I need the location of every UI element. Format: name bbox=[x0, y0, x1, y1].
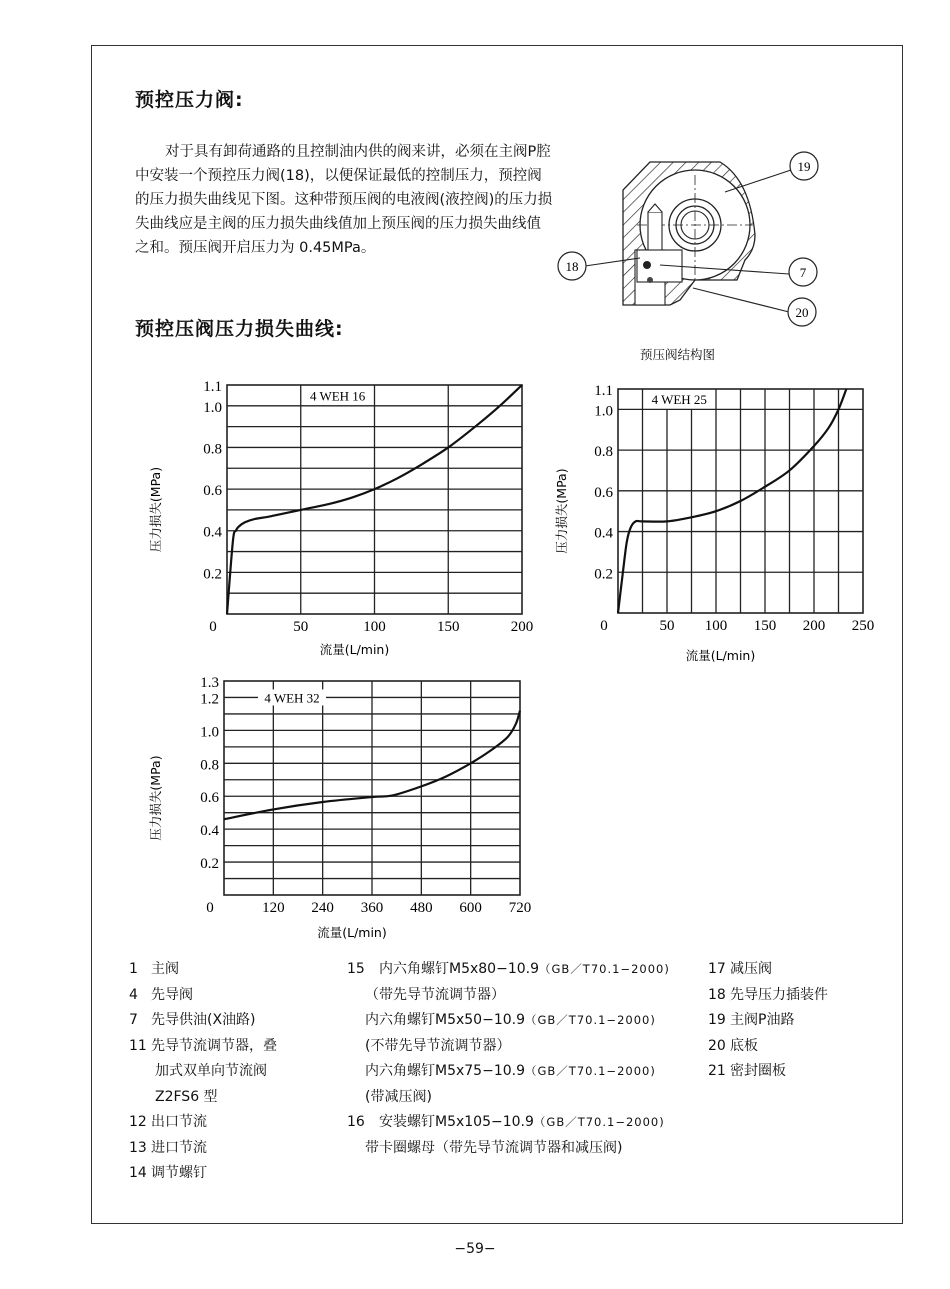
legend-item bbox=[129, 1136, 277, 1162]
parts-legend-column-2 bbox=[347, 957, 670, 1161]
legend-item bbox=[708, 1034, 828, 1060]
legend-item-text: 进口节流 bbox=[151, 1139, 207, 1156]
legend-item-text: （带先导节流调节器） bbox=[365, 986, 505, 1003]
x-tick-label: 600 bbox=[459, 900, 482, 916]
callout-20-label: 20 bbox=[795, 305, 809, 320]
legend-item bbox=[129, 1110, 277, 1136]
y-tick-label: 0.4 bbox=[203, 524, 222, 541]
parts-legend-column-3 bbox=[708, 957, 828, 1085]
legend-item bbox=[347, 1110, 670, 1136]
y-tick-label: 1.3 bbox=[200, 675, 219, 691]
x-tick-label: 50 bbox=[293, 619, 309, 635]
legend-item-text: 底板 bbox=[730, 1037, 758, 1054]
diagram-caption: 预压阀结构图 bbox=[640, 347, 716, 362]
intro-text: 对于具有卸荷通路的且控制油内供的阀来讲，必须在主阀P腔中安装一个预控压力阀(18)，以便保证最低的控制压力，预控阀的压力损失曲线见下图。这种带预压阀的电液阀(液控阀)的压力损失曲线应是主阀的压力损失曲线值加上预压阀的压力损失曲线值之和。预压阀开启压力为 0.45MPa。 bbox=[135, 144, 553, 256]
legend-item-number: 4 bbox=[129, 986, 138, 1003]
x-axis-title: 流量(L/min) bbox=[319, 642, 390, 657]
legend-item-text: (不带先导节流调节器） bbox=[365, 1037, 511, 1054]
chart-svg bbox=[140, 670, 540, 960]
y-tick-label: 1.0 bbox=[200, 724, 219, 741]
parts-legend-column-1 bbox=[129, 957, 277, 1187]
legend-item-number: 12 bbox=[129, 1114, 147, 1130]
legend-item-text: 密封圈板 bbox=[730, 1063, 786, 1079]
legend-item bbox=[347, 983, 670, 1009]
chart-title: 4 WEH 16 bbox=[309, 388, 366, 404]
legend-item bbox=[347, 1085, 670, 1111]
x-tick-label: 240 bbox=[311, 900, 334, 916]
legend-item-standard: （GB／T70.1−2000) bbox=[525, 1013, 656, 1027]
legend-item bbox=[129, 1008, 277, 1034]
chart-title: 4 WEH 32 bbox=[264, 690, 320, 706]
y-axis-title: 压力损失(MPa) bbox=[148, 466, 163, 553]
x-tick-label: 250 bbox=[851, 618, 875, 634]
legend-item-text: (带减压阀) bbox=[365, 1088, 432, 1105]
legend-item-text: 先导节流调节器，叠 bbox=[151, 1037, 277, 1054]
legend-item-standard: （GB／T70.1−2000) bbox=[525, 1064, 656, 1078]
legend-item-text: 主阀P油路 bbox=[730, 1012, 795, 1028]
valve-structure-diagram bbox=[555, 140, 845, 330]
y-tick-label: 0.6 bbox=[594, 484, 613, 501]
valve-body-section bbox=[623, 162, 755, 305]
y-axis-title: 压力损失(MPa) bbox=[554, 468, 569, 554]
legend-item bbox=[708, 1008, 828, 1034]
legend-item-number: 14 bbox=[129, 1165, 147, 1181]
y-tick-label: 0.8 bbox=[200, 757, 219, 774]
y-tick-label: 1.0 bbox=[594, 403, 613, 420]
y-axis-title: 压力损失(MPa) bbox=[148, 755, 163, 841]
legend-item-number: 13 bbox=[129, 1139, 147, 1156]
y-tick-label: 0.8 bbox=[594, 444, 613, 461]
x-axis-title: 流量(L/min) bbox=[317, 925, 387, 940]
legend-item-number: 11 bbox=[129, 1037, 147, 1054]
callout-7-label: 7 bbox=[799, 265, 807, 280]
legend-item-number: 7 bbox=[129, 1012, 138, 1028]
legend-item-number: 17 bbox=[708, 961, 726, 977]
legend-item bbox=[129, 1034, 277, 1060]
x-tick-label: 0 bbox=[600, 618, 608, 634]
chart-svg bbox=[550, 370, 890, 670]
legend-item bbox=[708, 957, 828, 983]
x-tick-label: 200 bbox=[802, 618, 826, 634]
x-tick-label: 120 bbox=[262, 900, 285, 916]
chart-4weh25 bbox=[550, 370, 890, 674]
legend-item bbox=[129, 957, 277, 983]
legend-item-text: 先导阀 bbox=[151, 986, 193, 1003]
legend-item-text: 出口节流 bbox=[151, 1114, 207, 1130]
legend-item-number: 1 bbox=[129, 961, 138, 977]
x-tick-label: 150 bbox=[437, 619, 460, 635]
y-tick-label: 0.4 bbox=[200, 823, 219, 840]
legend-item-standard: （GB／T70.1−2000) bbox=[539, 962, 670, 976]
legend-item bbox=[347, 1059, 670, 1085]
x-tick-label: 100 bbox=[363, 619, 386, 635]
legend-item-text: 内六角螺钉M5x75−10.9 bbox=[365, 1063, 525, 1079]
chart-4weh32 bbox=[140, 670, 540, 964]
legend-item-number: 18 bbox=[708, 986, 726, 1003]
section-title-loss-curves: 预控压阀压力损失曲线: bbox=[135, 318, 344, 340]
legend-item-text: 先导供油(X油路) bbox=[151, 1012, 256, 1028]
legend-item-number: 19 bbox=[708, 1012, 726, 1028]
legend-item-text: 加式双单向节流阀 bbox=[155, 1063, 267, 1079]
legend-item-text: 带卡圈螺母（带先导节流调节器和减压阀) bbox=[365, 1139, 623, 1156]
legend-item bbox=[129, 983, 277, 1009]
legend-item-number: 21 bbox=[708, 1063, 726, 1079]
y-tick-label: 0.4 bbox=[594, 525, 613, 542]
legend-item-text: 先导压力插装件 bbox=[730, 986, 828, 1003]
legend-item-text: 调节螺钉 bbox=[151, 1165, 207, 1181]
y-tick-label: 0.2 bbox=[203, 566, 222, 583]
x-tick-label: 0 bbox=[206, 900, 214, 916]
legend-item-text: 减压阀 bbox=[730, 961, 772, 977]
legend-item bbox=[129, 1059, 277, 1085]
y-tick-label: 1.2 bbox=[200, 691, 219, 708]
x-tick-label: 50 bbox=[659, 618, 675, 634]
legend-item-number: 20 bbox=[708, 1037, 726, 1054]
x-tick-label: 150 bbox=[753, 618, 777, 634]
legend-item bbox=[347, 1136, 670, 1162]
legend-item-standard: （GB／T70.1−2000) bbox=[533, 1115, 665, 1129]
legend-item-number: 16 bbox=[347, 1114, 365, 1130]
y-tick-label: 0.6 bbox=[203, 483, 222, 500]
legend-item-text: 内六角螺钉M5x80−10.9 bbox=[379, 961, 539, 977]
y-tick-label: 0.8 bbox=[203, 441, 222, 458]
legend-item-text: 内六角螺钉M5x50−10.9 bbox=[365, 1012, 525, 1028]
x-tick-label: 200 bbox=[510, 619, 534, 635]
callout-18-label: 18 bbox=[565, 259, 579, 274]
legend-item bbox=[347, 957, 670, 983]
legend-item-text: Z2FS6 型 bbox=[155, 1088, 218, 1105]
chart-svg bbox=[140, 370, 540, 670]
y-tick-label: 0.2 bbox=[594, 566, 613, 583]
legend-item-number: 15 bbox=[347, 961, 365, 977]
x-tick-label: 480 bbox=[410, 900, 433, 916]
legend-item-text: 主阀 bbox=[151, 961, 179, 977]
legend-item bbox=[708, 983, 828, 1009]
y-tick-label: 0.2 bbox=[200, 856, 219, 873]
section-title-pilot-pressure-valve: 预控压力阀: bbox=[135, 89, 244, 111]
legend-item bbox=[347, 1008, 670, 1034]
legend-item bbox=[347, 1034, 670, 1060]
legend-item bbox=[129, 1085, 277, 1111]
series-line bbox=[618, 389, 846, 613]
callout-20 bbox=[693, 288, 816, 326]
callout-19-label: 19 bbox=[797, 159, 811, 174]
intro-paragraph bbox=[135, 140, 553, 260]
y-tick-label: 0.6 bbox=[200, 790, 219, 807]
x-tick-label: 0 bbox=[209, 619, 217, 635]
page-number: −59− bbox=[454, 1241, 496, 1257]
legend-item bbox=[708, 1059, 828, 1085]
x-tick-label: 720 bbox=[508, 900, 532, 916]
legend-item-text: 安装螺钉M5x105−10.9 bbox=[379, 1114, 534, 1130]
x-tick-label: 360 bbox=[360, 900, 384, 916]
y-tick-label: 1.0 bbox=[203, 399, 222, 416]
chart-4weh16 bbox=[140, 370, 540, 674]
chart-title: 4 WEH 25 bbox=[651, 392, 707, 408]
y-tick-label: 1.1 bbox=[203, 379, 222, 395]
legend-item bbox=[129, 1161, 277, 1187]
y-tick-label: 1.1 bbox=[594, 383, 613, 399]
x-axis-title: 流量(L/min) bbox=[685, 648, 756, 663]
x-tick-label: 100 bbox=[704, 618, 728, 634]
